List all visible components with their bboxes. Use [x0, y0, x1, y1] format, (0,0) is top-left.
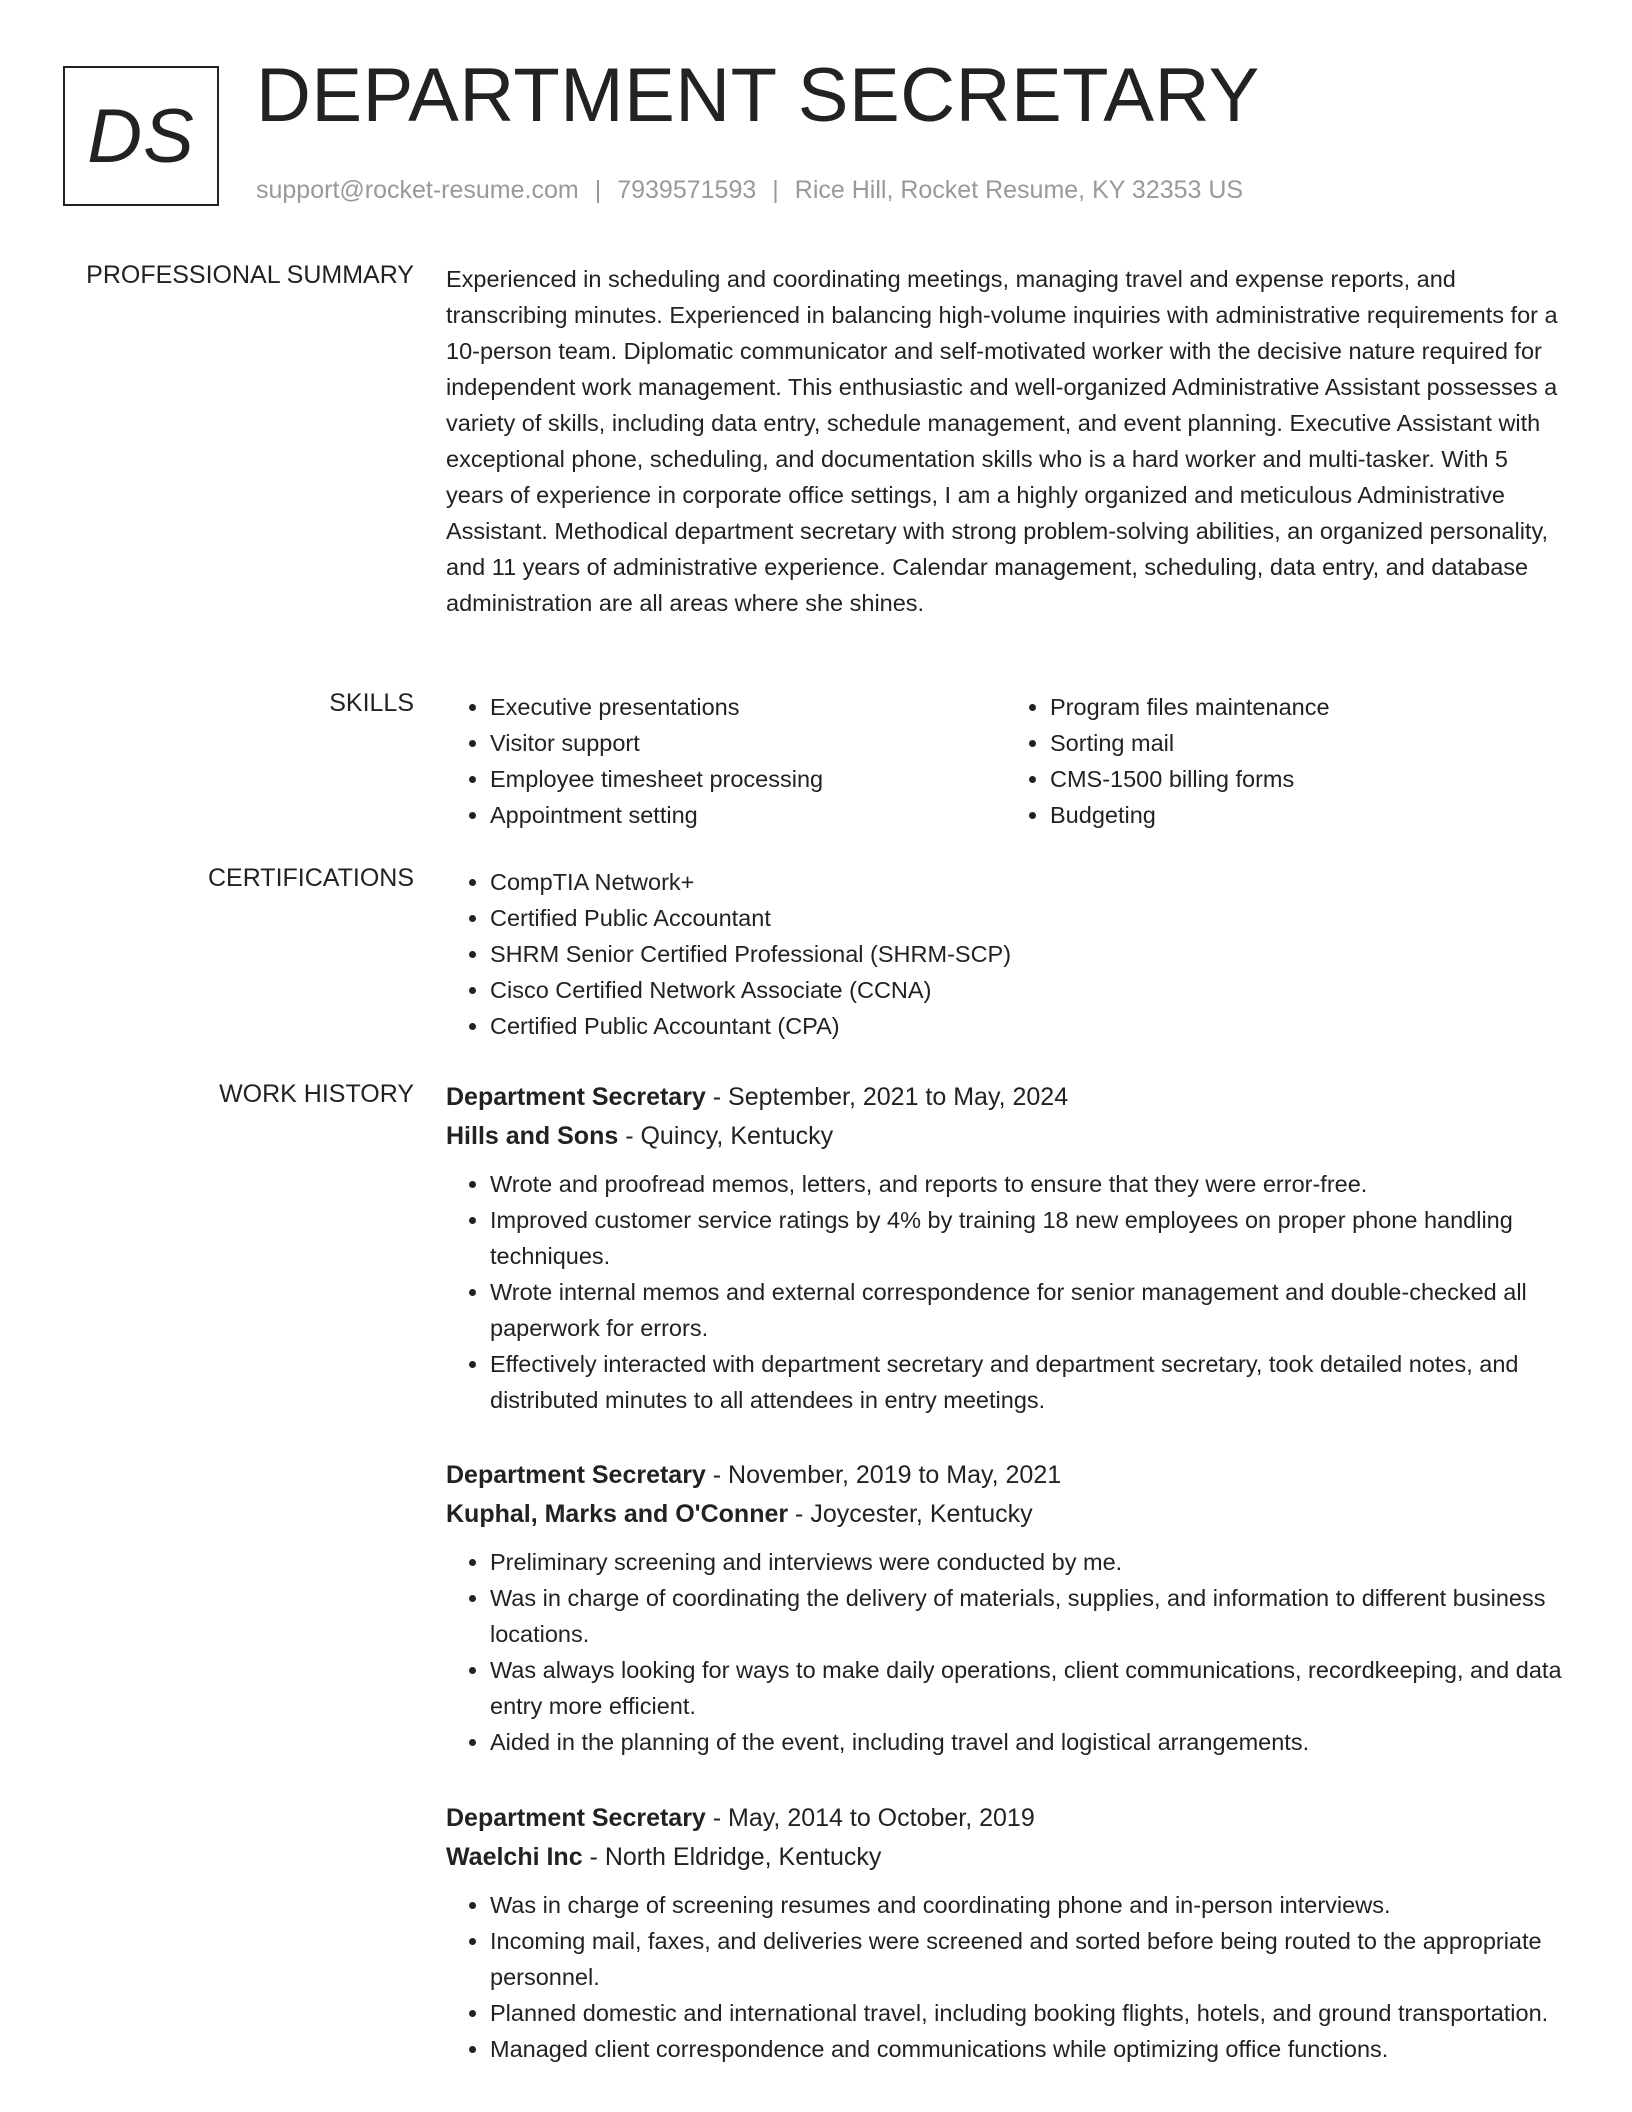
summary-heading: PROFESSIONAL SUMMARY	[86, 261, 414, 289]
job-location: - Quincy, Kentucky	[618, 1122, 834, 1150]
job-bullet: • Was always looking for ways to make daily operations, client communications, recordkeeping, and data entry more efficient.	[490, 1652, 1566, 1724]
certifications-heading: CERTIFICATIONS	[207, 864, 414, 892]
skill-item: • Executive presentations	[490, 689, 1006, 725]
contact-separator: |	[772, 176, 779, 204]
job-entry	[446, 1799, 1566, 2067]
page-title: DEPARTMENT SECRETARY	[256, 53, 1260, 138]
job-title: Department Secretary	[446, 1461, 706, 1489]
job-entry	[446, 1456, 1566, 1760]
job-bullet: • Effectively interacted with department secretary and department secretary, took detailed notes, and distributed minutes to all attendees in entry meetings.	[490, 1346, 1566, 1418]
job-location: - North Eldridge, Kentucky	[582, 1843, 882, 1871]
job-bullet: • Managed client correspondence and communications while optimizing office functions.	[490, 2031, 1566, 2067]
contact-address: Rice Hill, Rocket Resume, KY 32353 US	[794, 176, 1244, 204]
certifications-list	[446, 864, 1566, 1044]
skills-list	[446, 689, 1566, 833]
job-bullets	[446, 1887, 1566, 2067]
skill-item: • Budgeting	[1050, 797, 1566, 833]
certification-item: • SHRM Senior Certified Professional (SHRM-SCP)	[490, 936, 1566, 972]
job-company: Waelchi Inc	[446, 1843, 583, 1871]
job-dates: - September, 2021 to May, 2024	[705, 1083, 1069, 1111]
job-bullet: • Was in charge of coordinating the delivery of materials, supplies, and information to different business locations.	[490, 1580, 1566, 1652]
job-company: Kuphal, Marks and O'Conner	[446, 1500, 789, 1528]
job-bullet: • Aided in the planning of the event, including travel and logistical arrangements.	[490, 1724, 1566, 1760]
certification-item: • Certified Public Accountant	[490, 900, 1566, 936]
skills-column-left	[446, 689, 1006, 833]
job-company-line	[446, 1495, 1566, 1534]
job-title-line	[446, 1078, 1566, 1117]
work-history-heading: WORK HISTORY	[219, 1080, 414, 1108]
contact-phone[interactable]: 7939571593	[617, 176, 757, 204]
job-bullet: • Wrote and proofread memos, letters, and reports to ensure that they were error-free.	[490, 1166, 1566, 1202]
skill-item: • Appointment setting	[490, 797, 1006, 833]
monogram: DS	[63, 66, 219, 206]
skills-column-right	[1006, 689, 1566, 833]
skill-item: • Employee timesheet processing	[490, 761, 1006, 797]
job-dates: - May, 2014 to October, 2019	[705, 1804, 1035, 1832]
job-bullet: • Wrote internal memos and external correspondence for senior management and double-checked all paperwork for errors.	[490, 1274, 1566, 1346]
job-bullet: • Preliminary screening and interviews were conducted by me.	[490, 1544, 1566, 1580]
job-title: Department Secretary	[446, 1804, 706, 1832]
skill-item: • Program files maintenance	[1050, 689, 1566, 725]
contact-separator: |	[594, 176, 602, 204]
job-bullets	[446, 1544, 1566, 1760]
job-dates: - November, 2019 to May, 2021	[705, 1461, 1062, 1489]
contact-line	[256, 176, 1243, 205]
job-bullet: • Was in charge of screening resumes and coordinating phone and in-person interviews.	[490, 1887, 1566, 1923]
skills-heading: SKILLS	[329, 689, 414, 717]
summary-text: Experienced in scheduling and coordinating meetings, managing travel and expense reports, and transcribing minutes. Experienced in balancing high-volume inquiries with administrative requirements for a 10-person team. Diplomatic communicator and self-motivated worker with the decisive nature required for independent work management. This enthusiastic and well-organized Administrative Assistant possesses a variety of skills, including data entry, schedule management, and event planning. Executive Assistant with exceptional phone, scheduling, and documentation skills who is a hard worker and multi-tasker. With 5 years of experience in corporate office settings, I am a highly organized and meticulous Administrative Assistant. Methodical department secretary with strong problem-solving abilities, an organized personality, and 11 years of administrative experience. Calendar management, scheduling, data entry, and database administration are all areas where she shines.	[446, 266, 1558, 616]
skill-item: • CMS-1500 billing forms	[1050, 761, 1566, 797]
job-company-line	[446, 1838, 1566, 1877]
job-bullet: • Incoming mail, faxes, and deliveries were screened and sorted before being routed to the appropriate personnel.	[490, 1923, 1566, 1995]
certification-item: • CompTIA Network+	[490, 864, 1566, 900]
job-title: Department Secretary	[446, 1083, 706, 1111]
job-bullets	[446, 1166, 1566, 1418]
skill-item: • Sorting mail	[1050, 725, 1566, 761]
job-title-line	[446, 1456, 1566, 1495]
certification-item: • Certified Public Accountant (CPA)	[490, 1008, 1566, 1044]
job-bullet: • Improved customer service ratings by 4% by training 18 new employees on proper phone handling techniques.	[490, 1202, 1566, 1274]
job-company-line	[446, 1117, 1566, 1156]
skill-item: • Visitor support	[490, 725, 1006, 761]
certification-item: • Cisco Certified Network Associate (CCNA)	[490, 972, 1566, 1008]
job-title-line	[446, 1799, 1566, 1838]
contact-email[interactable]: support@rocket-resume.com	[256, 176, 579, 204]
job-location: - Joycester, Kentucky	[788, 1500, 1033, 1528]
job-bullet: • Planned domestic and international travel, including booking flights, hotels, and ground transportation.	[490, 1995, 1566, 2031]
job-entry	[446, 1078, 1566, 1418]
job-company: Hills and Sons	[446, 1122, 619, 1150]
